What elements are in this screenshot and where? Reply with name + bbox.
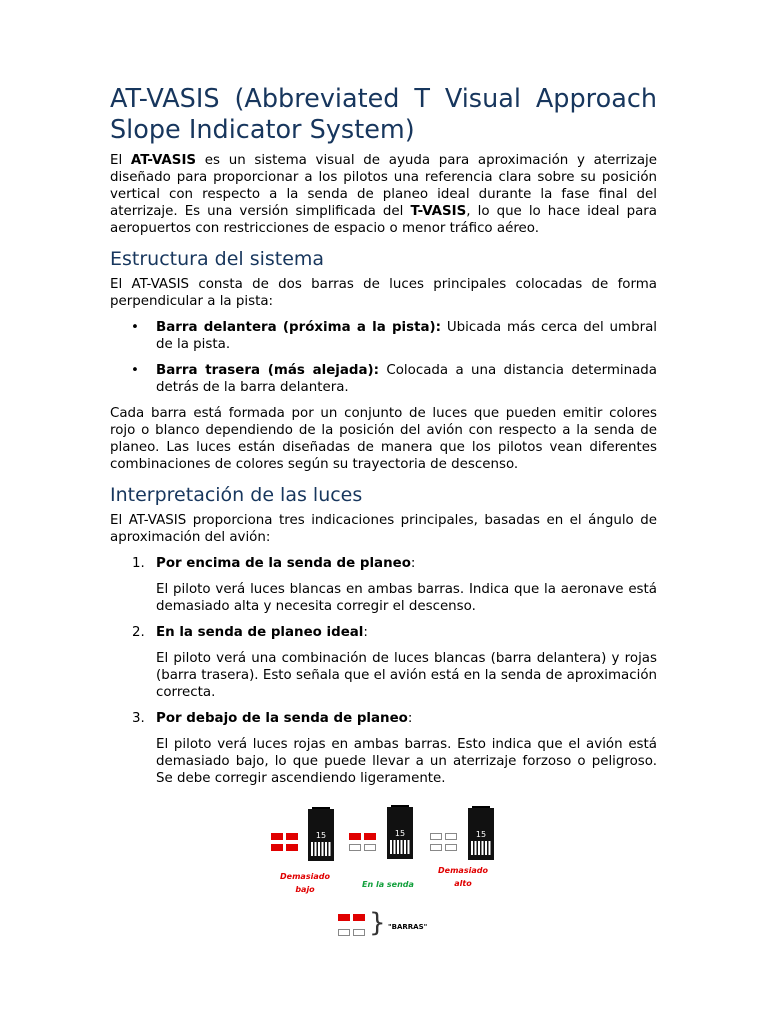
at-vasis-diagram: [268, 796, 498, 946]
white-light: [353, 929, 365, 936]
red-light: [286, 833, 298, 840]
red-light: [364, 833, 376, 840]
runway-icon: 15: [308, 807, 334, 861]
red-light: [338, 914, 350, 921]
white-light: [349, 844, 361, 851]
bullet-icon: •: [131, 320, 139, 335]
bullet-icon: •: [131, 363, 139, 378]
red-light: [271, 833, 283, 840]
red-light: [286, 844, 298, 851]
section-heading-interpretation: Interpretación de las luces: [110, 484, 363, 506]
bar-list: [110, 319, 657, 396]
list-item: 3. Por debajo de la senda de planeo: El piloto verá luces rojas en ambas barras. Esto indica que el avión está demasiado bajo, lo que puede llevar a un aterrizaje forzoso o peligroso. Se debe corregir ascendiendo ligeramente.: [132, 711, 657, 786]
runway-icon: 15: [468, 806, 494, 860]
document-page: [110, 84, 657, 796]
red-light: [353, 914, 365, 921]
red-light: [349, 833, 361, 840]
white-light: [445, 833, 457, 840]
interpretation-paragraph: El AT-VASIS proporciona tres indicaciones principales, basadas en el ángulo de aproximación del avión:: [110, 513, 657, 545]
white-light: [430, 833, 442, 840]
list-item: 1. Por encima de la senda de planeo: El piloto verá luces blancas en ambas barras. Indica que la aeronave está demasiado alta y necesita corregir el descenso.: [132, 556, 657, 614]
brace-icon: }: [369, 908, 386, 938]
structure-paragraph: El AT-VASIS consta de dos barras de luces principales colocadas de forma perpendicular a la pista:: [110, 277, 657, 309]
list-item: • Barra delantera (próxima a la pista): Ubicada más cerca del umbral de la pista.: [131, 320, 657, 352]
caption-too-high: Demasiado alto: [438, 866, 488, 888]
caption-too-low: Demasiado bajo: [280, 872, 330, 894]
legend-label: "BARRAS": [388, 923, 428, 931]
section-heading-structure: Estructura del sistema: [110, 248, 325, 270]
white-light: [430, 844, 442, 851]
document-title: AT-VASIS (Abbreviated T Visual Approach Slope Indicator System): [110, 84, 657, 145]
intro-paragraph: El AT-VASIS es un sistema visual de ayuda para aproximación y aterrizaje diseñado para proporcionar a los pilotos una referencia clara sobre su posición vertical con respecto a la senda de planeo ideal durante la fase final del aterrizaje. Es una versión simplificada del T-VASIS, lo que lo hace ideal para aeropuertos con restricciones de espacio o menor tráfico aéreo.: [110, 153, 657, 236]
white-light: [364, 844, 376, 851]
runway-icon: 15: [387, 805, 413, 859]
indication-list: [110, 555, 657, 787]
list-item: • Barra trasera (más alejada): Colocada a una distancia determinada detrás de la barra delantera.: [131, 363, 657, 395]
list-item: 2. En la senda de planeo ideal: El piloto verá una combinación de luces blancas (barra delantera) y rojas (barra trasera). Esto señala que el avión está en la senda de aproximación correcta.: [132, 625, 657, 700]
caption-on-slope: En la senda: [362, 880, 414, 889]
white-light: [445, 844, 457, 851]
red-light: [271, 844, 283, 851]
white-light: [338, 929, 350, 936]
lights-paragraph: Cada barra está formada por un conjunto de luces que pueden emitir colores rojo o blanco dependiendo de la posición del avión con respecto a la senda de planeo. Las luces están diseñadas de manera que los pilotos vean diferentes combinaciones de colores según su trayectoria de descenso.: [110, 406, 657, 472]
